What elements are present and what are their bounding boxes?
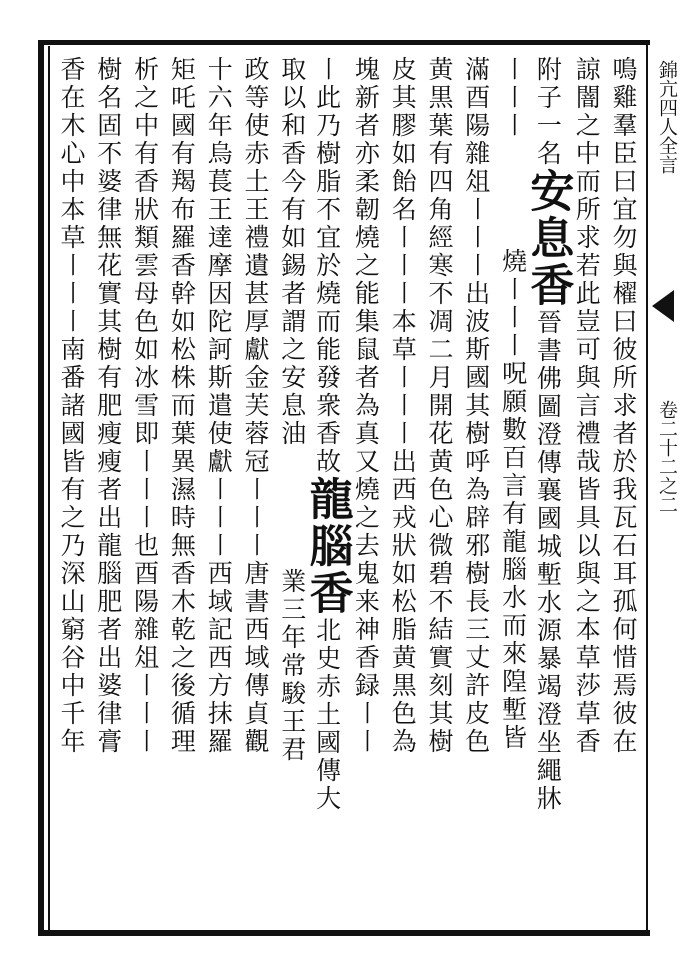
column-text: 燒〡〡〡呪願數百言有龍腦水而來隍塹皆 bbox=[498, 248, 528, 752]
column-text: 塊新者亦柔韌燒之能集鼠者為真又燒之去鬼来神香録〡〡 bbox=[351, 56, 381, 756]
text-column bbox=[238, 56, 272, 922]
column-text: 〡此乃樹脂不宜於燒而能發衆香故 bbox=[312, 56, 342, 476]
column-text: 鳴雞羣臣曰宜勿與櫂曰彼所求者於我瓦石耳孤何惜焉彼在 bbox=[609, 56, 638, 756]
text-column bbox=[164, 56, 198, 922]
column-text: 取以和香今有如錫者謂之安息油 bbox=[277, 56, 307, 448]
column-text: 黄黒葉有四角經寒不凋二月開花黄色心微碧不結實刻其樹 bbox=[425, 56, 454, 756]
text-column bbox=[275, 56, 309, 922]
text-column bbox=[569, 56, 603, 922]
border-left bbox=[38, 40, 44, 936]
column-text: 十六年烏萇王達摩因陀訶斯遣使獻〡〡〡西域記西方抹羅 bbox=[204, 56, 234, 756]
text-column bbox=[459, 56, 493, 922]
margin-title: 錦亢四人全言 bbox=[656, 60, 678, 174]
column-text: 皮其膠如飴名〡〡〡本草〡〡〡出西戎狀如松脂黄黒色為 bbox=[388, 56, 418, 756]
column-text: 析之中有香狀類雲母色如冰雪即〡〡〡也酉陽雜俎〡〡〡 bbox=[130, 56, 160, 756]
text-column bbox=[91, 56, 125, 922]
entry-heading: 安息香 bbox=[522, 168, 574, 309]
text-column bbox=[606, 56, 640, 922]
text-column bbox=[128, 56, 162, 922]
column-text: 香在木心中本草〡〡〡南番諸國皆有之乃深山窮谷中千年 bbox=[57, 56, 86, 756]
fishtail-mark bbox=[652, 290, 674, 322]
border-bottom bbox=[38, 930, 650, 936]
text-column bbox=[422, 56, 456, 922]
column-text: 樹名固不婆律無花實其樹有肥瘦瘦者出龍腦肥者出婆律膏 bbox=[93, 56, 123, 756]
column-text: 晉書佛圖澄傳襄國城塹水源暴竭澄坐繩牀 bbox=[533, 309, 563, 813]
margin-juan: 卷二十二之二 bbox=[656, 400, 678, 514]
column-text: 附子一名 bbox=[533, 56, 563, 168]
border-right bbox=[646, 40, 648, 936]
text-column bbox=[348, 56, 382, 922]
column-text: 政等使赤土王禮遺甚厚獻金芙蓉冠〡〡〡唐書西域傳貞觀 bbox=[241, 56, 270, 756]
text-column bbox=[522, 56, 574, 922]
text-column bbox=[385, 56, 419, 922]
border-left-inner bbox=[48, 46, 50, 930]
text-column bbox=[496, 56, 530, 922]
column-text: 北史赤土國傳大 bbox=[312, 617, 342, 813]
column-text: 諒闇之中而所求若此豈可與言禮哉皆具以與之本草莎草香 bbox=[572, 56, 602, 756]
column-text: 矩吒國有羯布羅香幹如松株而葉異濕時無香木乾之後循理 bbox=[167, 56, 197, 756]
entry-heading: 龍腦香 bbox=[301, 476, 353, 617]
column-text: 滿酉陽雜俎〡〡〡出波斯國其樹呼為辟邪樹長三丈許皮色 bbox=[461, 56, 491, 756]
column-text: 〡〡〡 bbox=[498, 56, 528, 140]
text-column bbox=[201, 56, 235, 922]
column-text: 業三年常駿王君 bbox=[277, 568, 307, 764]
border-top bbox=[38, 40, 650, 45]
text-column bbox=[54, 56, 88, 922]
text-column bbox=[301, 56, 353, 922]
